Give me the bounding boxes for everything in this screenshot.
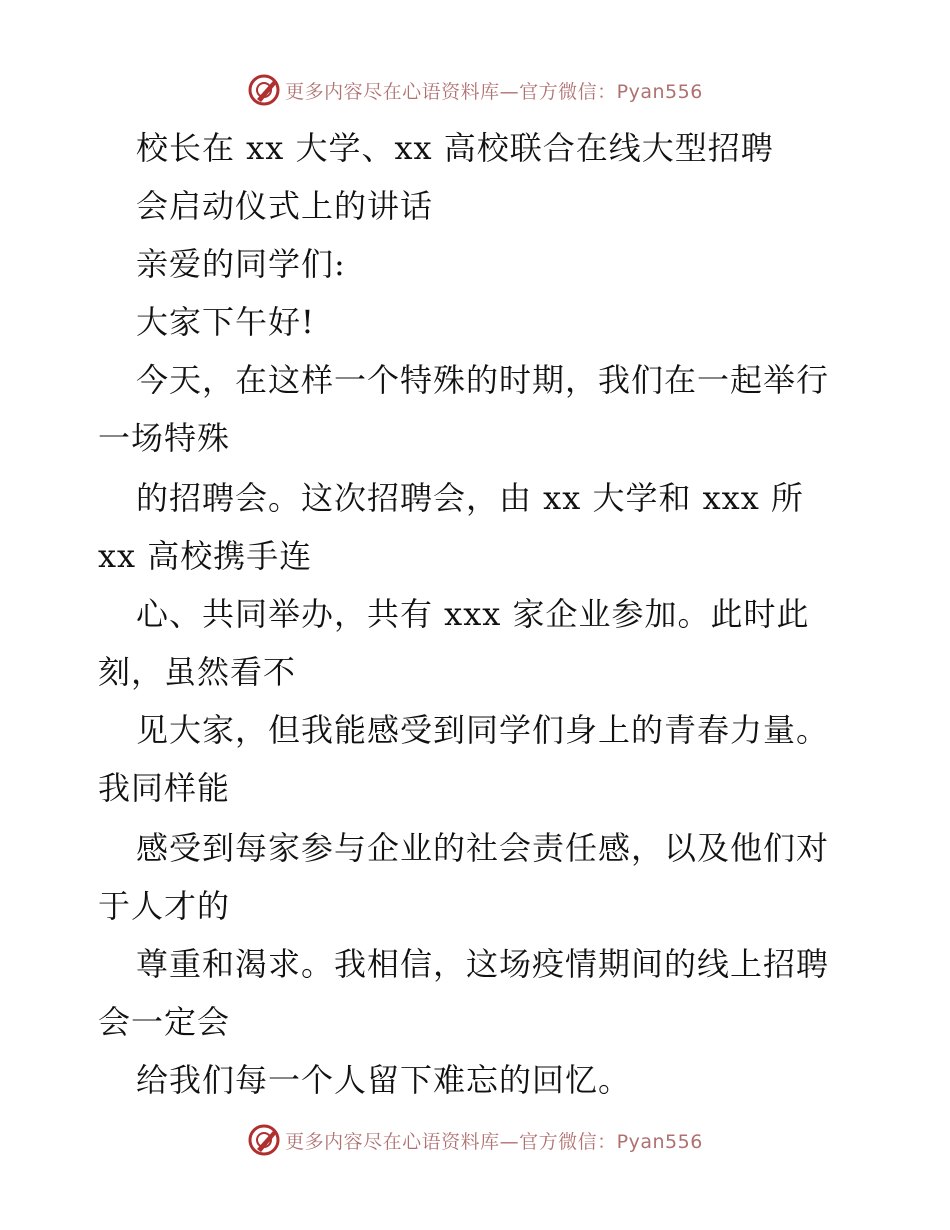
body-line: 的招聘会。这次招聘会，由 xx 大学和 xxx 所	[136, 479, 804, 517]
header-banner-text: 更多内容尽在心语资料库—官方微信：Pyan556	[285, 80, 703, 103]
body-line: 于人才的	[98, 887, 231, 925]
logo-icon	[247, 1123, 281, 1157]
footer-banner-text: 更多内容尽在心语资料库—官方微信：Pyan556	[285, 1130, 703, 1153]
greeting: 大家下午好!	[136, 303, 315, 341]
body-line: 尊重和渴求。我相信，这场疫情期间的线上招聘	[136, 945, 830, 983]
body-line: 心、共同举办，共有 xxx 家企业参加。此时此	[136, 595, 810, 633]
body-line: xx 高校携手连	[98, 537, 313, 575]
body-line: 会一定会	[98, 1003, 231, 1041]
title-line-2: 会启动仪式上的讲话	[136, 187, 434, 225]
body-line: 我同样能	[98, 769, 231, 807]
header-banner	[0, 70, 950, 110]
body-line: 给我们每一个人留下难忘的回忆。	[136, 1061, 632, 1099]
logo-icon	[247, 73, 281, 107]
footer-banner	[0, 1120, 950, 1160]
body-line: 一场特殊	[98, 419, 231, 457]
salutation: 亲爱的同学们:	[136, 245, 346, 283]
body-line: 刻，虽然看不	[98, 653, 297, 691]
body-line: 见大家，但我能感受到同学们身上的青春力量。	[136, 711, 830, 749]
body-line: 感受到每家参与企业的社会责任感，以及他们对	[136, 829, 830, 867]
body-line: 今天，在这样一个特殊的时期，我们在一起举行	[136, 361, 830, 399]
title-line-1: 校长在 xx 大学、xx 高校联合在线大型招聘	[136, 129, 774, 167]
